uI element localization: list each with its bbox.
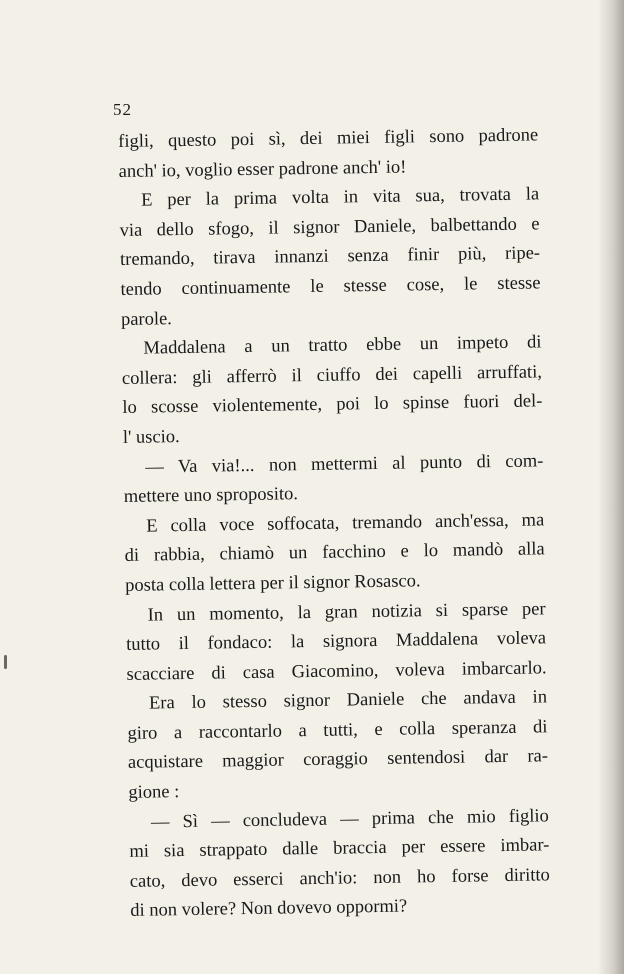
body-text (118, 121, 550, 927)
text-line: di rabbia, chiamò un facchino e lo mandò alla (124, 539, 545, 567)
text-line: tremando, tirava innanzi senza finir più, ripe- (119, 243, 541, 271)
text-line: In un momento, la gran notizia si sparse per (147, 598, 546, 626)
page-edge-shadow (598, 0, 624, 974)
text-line: — Va via!... non mettermi al punto di com- (145, 450, 544, 478)
text-line: tutto il fondaco: la signora Maddalena voleva (125, 628, 547, 656)
text-line: E colla voce soffocata, tremando anch'essa, ma (146, 510, 545, 537)
text-line: lo scosse violentemente, poi lo spinse fuori del- (122, 391, 543, 419)
page-number: 52 (113, 100, 132, 119)
text-line: parole. (120, 308, 173, 330)
margin-speck (4, 655, 7, 669)
text-line: giro a raccontarlo a tutti, e colla speranza di (127, 717, 548, 744)
text-line: anch' io, voglio esser padrone anch' io! (118, 157, 407, 182)
text-line: E per la prima volta in vita sua, trovata la (140, 184, 540, 211)
text-line: figli, questo poi sì, dei miei figli sono padrone (118, 125, 539, 152)
text-line: — Sì — concludeva — prima che mio figlio (150, 805, 550, 833)
text-line: mettere uno sproposito. (123, 484, 299, 508)
text-line: mi sia strappato dalle braccia per essere imbar- (129, 835, 550, 863)
text-line: di non volere? Non dovevo oppormi? (130, 896, 408, 922)
text-line: scacciare di casa Giacomino, voleva imbarcarlo. (126, 658, 547, 685)
text-line: gione : (128, 782, 180, 803)
text-line: tendo continuamente le stesse cose, le stesse (120, 273, 541, 300)
text-line: Maddalena a un tratto ebbe un impeto di (143, 332, 542, 359)
text-line: collera: gli afferrò il ciuffo dei capelli arruffati, (121, 362, 543, 389)
text-line: Era lo stesso signor Daniele che andava in (148, 687, 548, 714)
text-line: posta colla lettera per il signor Rosasco. (125, 571, 421, 596)
text-line: via dello sfogo, il signor Daniele, balbettando e (119, 214, 540, 241)
text-line: acquistare maggior coraggio sentendosi dar ra- (127, 746, 549, 774)
text-line: l' uscio. (122, 427, 180, 448)
text-line: cato, devo esserci anch'io: non ho forse diritto (129, 865, 550, 892)
